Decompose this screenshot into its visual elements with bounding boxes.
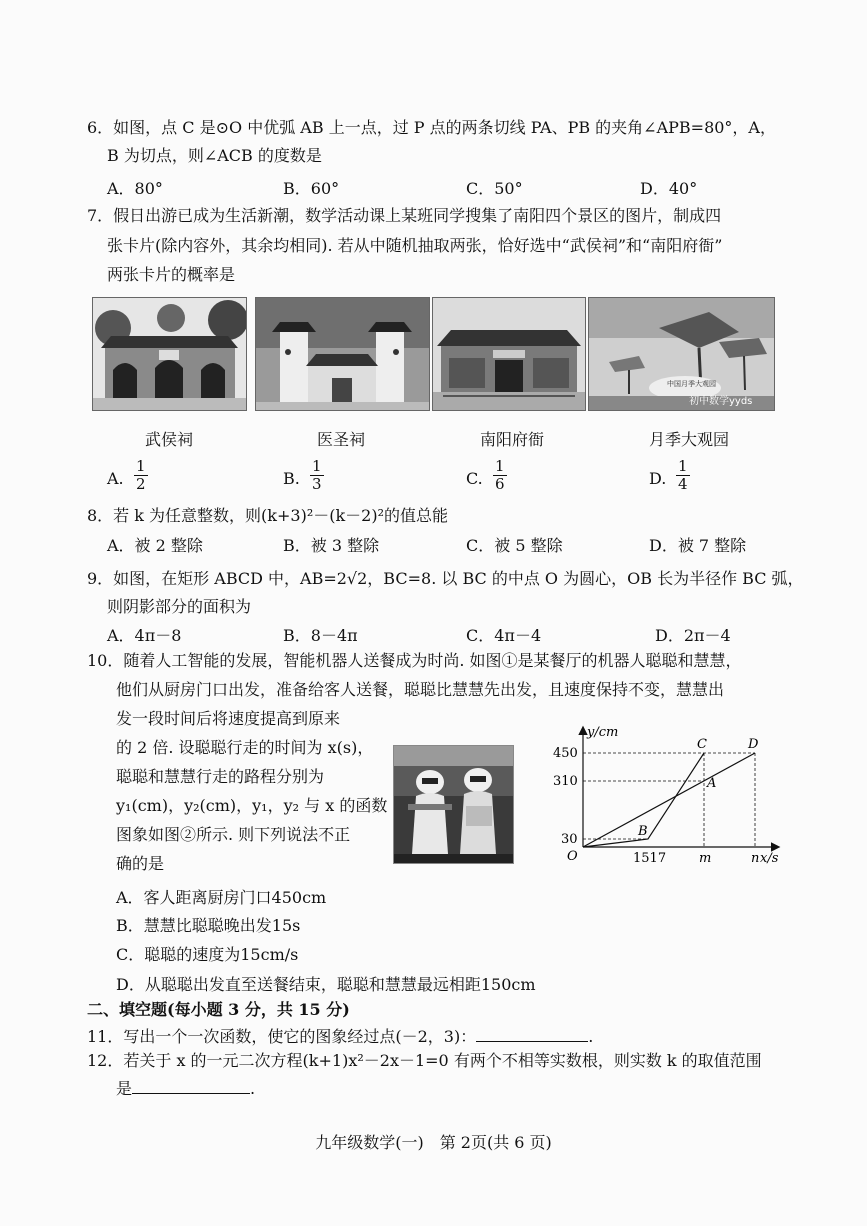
q11-answer-blank[interactable] xyxy=(476,1025,588,1042)
x-tick-n: n xyxy=(751,851,760,866)
temple-gate-image xyxy=(93,298,246,410)
q10-line7: 图象如图②所示. 则下列说法不正 xyxy=(116,825,351,844)
caption-wuhouci: 武侯祠 xyxy=(144,430,193,449)
government-office-image xyxy=(433,298,585,410)
q7-line3: 两张卡片的概率是 xyxy=(107,265,236,284)
photo-wuhouci xyxy=(92,297,247,411)
q8-option-c: C．被 5 整除 xyxy=(466,536,563,555)
y-tick-310: 310 xyxy=(553,774,578,789)
robot-photo xyxy=(393,745,514,864)
q6-option-c: C．50° xyxy=(466,179,523,198)
fraction-denominator: 2 xyxy=(136,475,146,494)
q7-option-a-fraction xyxy=(134,458,148,494)
q10-line8: 确的是 xyxy=(116,854,165,873)
distance-time-graph xyxy=(550,722,790,872)
q10-line6: y₁(cm)，y₂(cm)，y₁，y₂ 与 x 的函数 xyxy=(116,796,388,815)
q7-option-b-label: B. xyxy=(283,469,300,488)
q12-answer-blank[interactable] xyxy=(132,1077,250,1094)
section-fill-in-title: 二、填空题(每小题 3 分，共 15 分) xyxy=(87,1000,350,1019)
q10-line4: 的 2 倍. 设聪聪行走的时间为 x(s)， xyxy=(116,738,374,757)
point-b-label: B xyxy=(638,824,648,839)
caption-yueji-park: 月季大观园 xyxy=(648,430,729,449)
fraction-numerator: 1 xyxy=(136,457,146,475)
q9-option-b: B．8－4π xyxy=(283,626,358,645)
q9-line2: 则阴影部分的面积为 xyxy=(107,597,252,616)
q12-period: . xyxy=(250,1079,256,1098)
caption-yishengci: 医圣祠 xyxy=(316,430,365,449)
x-tick-m: m xyxy=(699,851,712,866)
gate-towers-image xyxy=(256,298,429,410)
q6-option-a: A．80° xyxy=(107,179,163,198)
fraction-numerator: 1 xyxy=(312,457,322,475)
q10-option-a: A．客人距离厨房门口450cm xyxy=(116,888,327,907)
q6-line2: B 为切点，则∠ACB 的度数是 xyxy=(107,146,322,165)
q7-option-d-fraction xyxy=(676,458,690,494)
q10-line2: 他们从厨房门口出发，准备给客人送餐，聪聪比慧慧先出发，且速度保持不变，慧慧出 xyxy=(116,680,725,699)
photo-sign-text: 中国月季大观园 xyxy=(667,380,716,388)
q10-line3: 发一段时间后将速度提高到原来 xyxy=(116,709,341,728)
canopy-sculpture-image xyxy=(589,298,774,410)
q10-option-c: C．聪聪的速度为15cm/s xyxy=(116,945,299,964)
q10-option-b: B．慧慧比聪聪晚出发15s xyxy=(116,916,301,935)
q11-period: . xyxy=(588,1027,594,1046)
x-tick-1517: 1517 xyxy=(633,851,667,866)
q12-text: 是 xyxy=(116,1079,133,1098)
watermark-text: 初中数学yyds xyxy=(689,396,753,407)
q11-line1 xyxy=(87,1025,593,1046)
point-a-label: A xyxy=(707,776,717,791)
caption-nanyang-fuya: 南阳府衙 xyxy=(479,430,544,449)
q6-line1: 6．如图，点 C 是⊙O 中优弧 AB 上一点，过 P 点的两条切线 PA、PB 的夹角∠APB=80°，A， xyxy=(87,118,776,137)
q7-option-c-fraction xyxy=(493,458,507,494)
q7-option-a-label: A. xyxy=(107,469,124,488)
robots-image xyxy=(394,746,513,863)
fraction-numerator: 1 xyxy=(678,457,688,475)
photo-yueji-park xyxy=(588,297,775,411)
photo-yishengci xyxy=(255,297,430,411)
y-tick-450: 450 xyxy=(553,746,578,761)
q10-line5: 聪聪和慧慧行走的路程分别为 xyxy=(116,767,325,786)
q7-line2: 张卡片(除内容外，其余均相同). 若从中随机抽取两张，恰好选中“武侯祠”和“南阳府衙” xyxy=(107,236,723,255)
q9-option-c: C．4π－4 xyxy=(466,626,542,645)
q9-line1: 9．如图，在矩形 ABCD 中，AB=2√2，BC=8. 以 BC 的中点 O 为圆心，OB 长为半径作 BC 弧， xyxy=(87,569,804,588)
y-axis-label: y/cm xyxy=(587,725,619,740)
q7-line1: 7．假日出游已成为生活新潮，数学活动课上某班同学搜集了南阳四个景区的图片，制成四 xyxy=(87,206,722,225)
fraction-denominator: 4 xyxy=(678,475,688,494)
fraction-denominator: 3 xyxy=(312,475,322,494)
q8-option-b: B．被 3 整除 xyxy=(283,536,380,555)
photo-nanyang-fuya xyxy=(432,297,586,411)
q10-line1: 10．随着人工智能的发展，智能机器人送餐成为时尚. 如图①是某餐厅的机器人聪聪和慧慧， xyxy=(87,651,742,670)
q9-option-d: D．2π－4 xyxy=(655,626,731,645)
q11-text: 11．写出一个一次函数，使它的图象经过点(－2，3)： xyxy=(87,1027,477,1046)
q6-option-b: B．60° xyxy=(283,179,340,198)
x-axis-label: x/s xyxy=(760,851,779,866)
y-tick-30: 30 xyxy=(561,832,578,847)
q7-option-c-label: C. xyxy=(466,469,483,488)
point-c-label: C xyxy=(697,737,707,752)
q12-line1: 12．若关于 x 的一元二次方程(k+1)x²－2x－1=0 有两个不相等实数根，则实数 k 的取值范围 xyxy=(87,1051,762,1070)
point-d-label: D xyxy=(748,737,759,752)
fraction-denominator: 6 xyxy=(495,475,505,494)
q8-line1: 8．若 k 为任意整数，则(k+3)²－(k－2)²的值总能 xyxy=(87,506,449,525)
q10-option-d: D．从聪聪出发直至送餐结束，聪聪和慧慧最远相距150cm xyxy=(116,975,536,994)
q12-line2 xyxy=(116,1077,255,1098)
q8-option-d: D．被 7 整除 xyxy=(649,536,747,555)
origin-label: O xyxy=(567,849,578,864)
fraction-numerator: 1 xyxy=(495,457,505,475)
q6-option-d: D．40° xyxy=(640,179,698,198)
q8-option-a: A．被 2 整除 xyxy=(107,536,203,555)
line-congcong xyxy=(583,753,755,847)
q9-option-a: A．4π－8 xyxy=(107,626,182,645)
q7-option-b-fraction xyxy=(310,458,324,494)
page-footer: 九年级数学(一) 第 2页(共 6 页) xyxy=(315,1133,552,1152)
q7-option-d-label: D. xyxy=(649,469,667,488)
